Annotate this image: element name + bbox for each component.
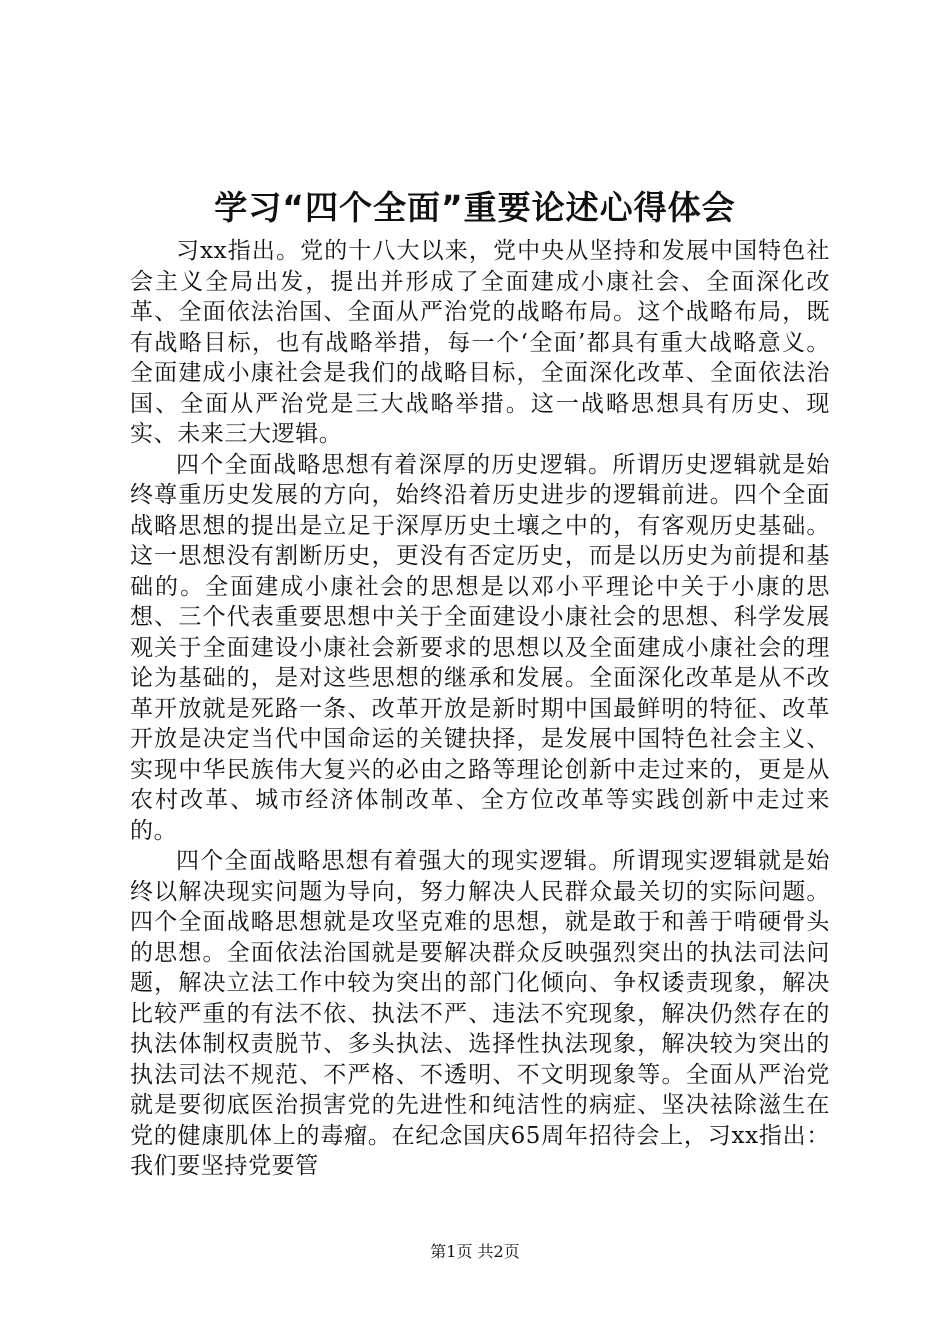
page-number: 第1页 共2页 bbox=[430, 1242, 520, 1261]
paragraph-1: 习xx指出。党的十八大以来，党中央从坚持和发展中国特色社会主义全局出发，提出并形成了全面建成小康社会、全面深化改革、全面依法治国、全面从严治党的战略布局。这个战略布局，既有战略目标，也有战略举措，每一个‘全面’都具有重大战略意义。全面建成小康社会是我们的战略目标，全面深化改革、全面依法治国、全面从严治党是三大战略举措。这一战略思想具有历史、现实、未来三大逻辑。 bbox=[130, 238, 830, 447]
paragraph-2: 四个全面战略思想有着深厚的历史逻辑。所谓历史逻辑就是始终尊重历史发展的方向，始终沿着历史进步的逻辑前进。四个全面战略思想的提出是立足于深厚历史土壤之中的，有客观历史基础。这一思想没有割断历史，更没有否定历史，而是以历史为前提和基础的。全面建成小康社会的思想是以邓小平理论中关于小康的思想、三个代表重要思想中关于全面建设小康社会的思想、科学发展观关于全面建设小康社会新要求的思想以及全面建成小康社会的理论为基础的，是对这些思想的继承和发展。全面深化改革是从不改革开放就是死路一条、改革开放是新时期中国最鲜明的特征、改革开放是决定当代中国命运的关键抉择，是发展中国特色社会主义、实现中华民族伟大复兴的必由之路等理论创新中走过来的，更是从农村改革、城市经济体制改革、全方位改革等实践创新中走过来的。 bbox=[130, 451, 830, 844]
document-title: 学习“四个全面”重要论述心得体会 bbox=[214, 188, 736, 227]
document-body bbox=[130, 236, 830, 1182]
page-footer bbox=[0, 1240, 950, 1264]
paragraph-3: 四个全面战略思想有着强大的现实逻辑。所谓现实逻辑就是始终以解决现实问题为导向，努力解决人民群众最关切的实际问题。四个全面战略思想就是攻坚克难的思想，就是敢于和善于啃硬骨头的思想。全面依法治国就是要解决群众反映强烈突出的执法司法问题，解决立法工作中较为突出的部门化倾向、争权诿责现象，解决比较严重的有法不依、执法不严、违法不究现象，解决仍然存在的执法体制权责脱节、多头执法、选择性执法现象，解决较为突出的执法司法不规范、不严格、不透明、不文明现象等。全面从严治党就是要彻底医治损害党的先进性和纯洁性的病症、坚决祛除滋生在党的健康肌体上的毒瘤。在纪念国庆65周年招待会上，习xx指出：我们要坚持党要管 bbox=[130, 848, 830, 1179]
